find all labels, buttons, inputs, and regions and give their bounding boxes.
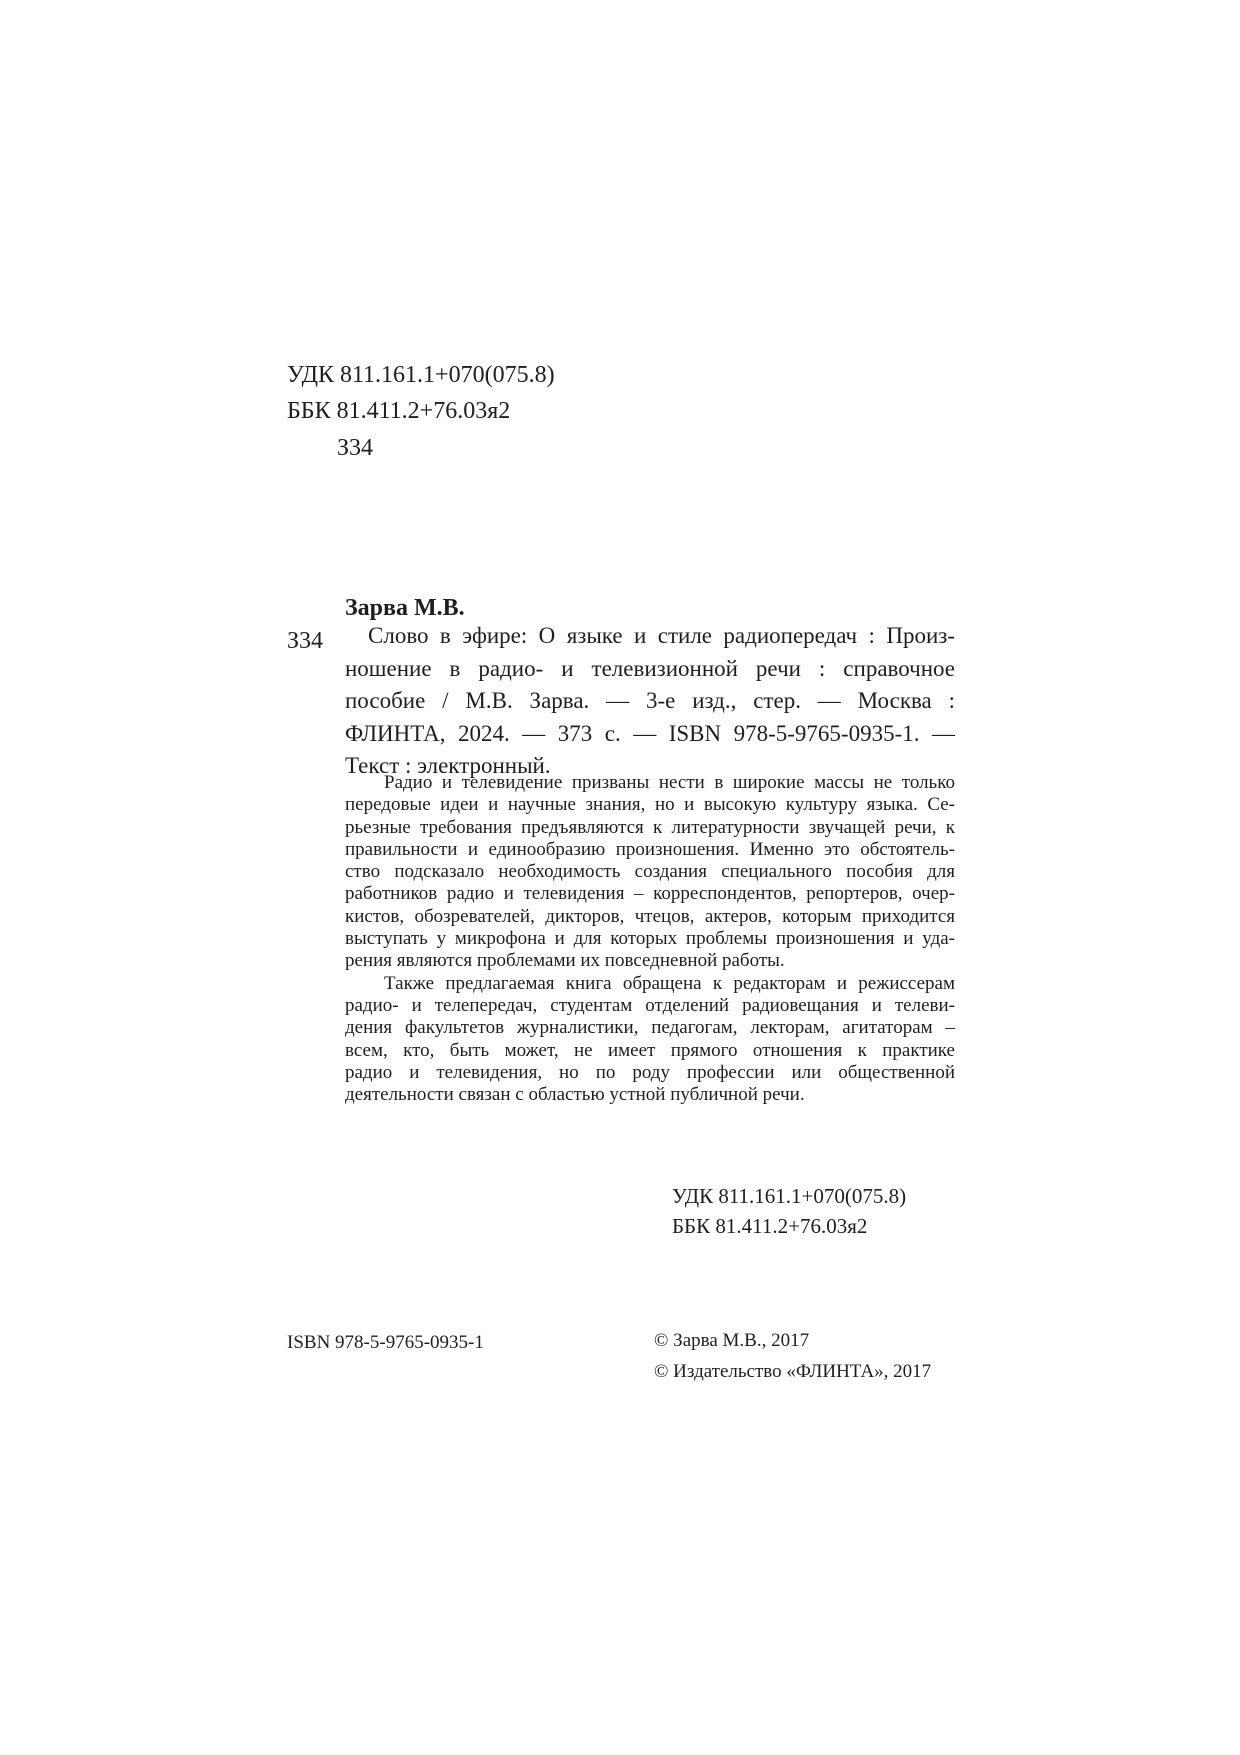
annotation-line: кистов, обозревателей, дикторов, чтецов, актеров, которым приходится [345, 905, 955, 927]
annotation-line: рения являются проблемами их повседневной работы. [345, 950, 785, 972]
bbk-code-bottom: ББК 81.411.2+76.03я2 [672, 1214, 868, 1238]
annotation-line: радио и телевидения, но по роду профессии или общественной [345, 1061, 955, 1083]
annotation-line: Также предлагаемая книга обращена к редакторам и режиссерам [384, 972, 955, 994]
annotation [345, 772, 955, 1106]
annotation-line: правильности и единообразию произношения. Именно это обстоятель- [345, 838, 955, 860]
bib-line: ношение в радио- и телевизионной речи : справочное [345, 655, 955, 681]
author-mark-side: З34 [287, 628, 324, 654]
annotation-line: деятельности связан с областью устной публичной речи. [345, 1084, 805, 1106]
copyright-author: © Зарва М.В., 2017 [654, 1330, 810, 1351]
author-mark-top: З34 [337, 435, 374, 461]
udk-code-bottom: УДК 811.161.1+070(075.8) [672, 1184, 907, 1208]
bib-line: пособие / М.В. Зарва. — 3-е изд., стер. — Москва : [345, 688, 955, 713]
udk-code-top: УДК 811.161.1+070(075.8) [287, 362, 555, 388]
bibliographic-description [345, 620, 955, 783]
annotation-line: выступать у микрофона и для которых проблемы произношения и уда- [345, 928, 955, 950]
annotation-line: ство подсказало необходимость создания специального пособия для [345, 861, 955, 883]
author-name: Зарва М.В. [345, 595, 465, 621]
bbk-code-top: ББК 81.411.2+76.03я2 [287, 398, 511, 424]
bib-line: Текст : электронный. [345, 753, 551, 778]
annotation-line: дения факультетов журналистики, педагогам, лекторам, агитаторам – [345, 1017, 955, 1039]
annotation-line: передовые идеи и научные знания, но и высокую культуру языка. Се- [345, 794, 955, 816]
copyright-publisher: © Издательство «ФЛИНТА», 2017 [654, 1361, 932, 1382]
bib-line: ФЛИНТА, 2024. — 373 с. — ISBN 978-5-9765-0935-1. — [345, 720, 955, 746]
annotation-line: рьезные требования предъявляются к литературности звучащей речи, к [345, 816, 955, 838]
annotation-line: работников радио и телевидения – корреспондентов, репортеров, очер- [345, 883, 955, 905]
bib-line: Слово в эфире: О языке и стиле радиопередач : Произ- [368, 623, 955, 648]
isbn-footer: ISBN 978-5-9765-0935-1 [287, 1332, 484, 1353]
annotation-line: всем, кто, быть может, не имеет прямого отношения к практике [345, 1039, 955, 1061]
annotation-line: радио- и телепередач, студентам отделений радиовещания и телеви- [345, 994, 955, 1016]
annotation-line: Радио и телевидение призваны нести в широкие массы не только [384, 772, 955, 793]
